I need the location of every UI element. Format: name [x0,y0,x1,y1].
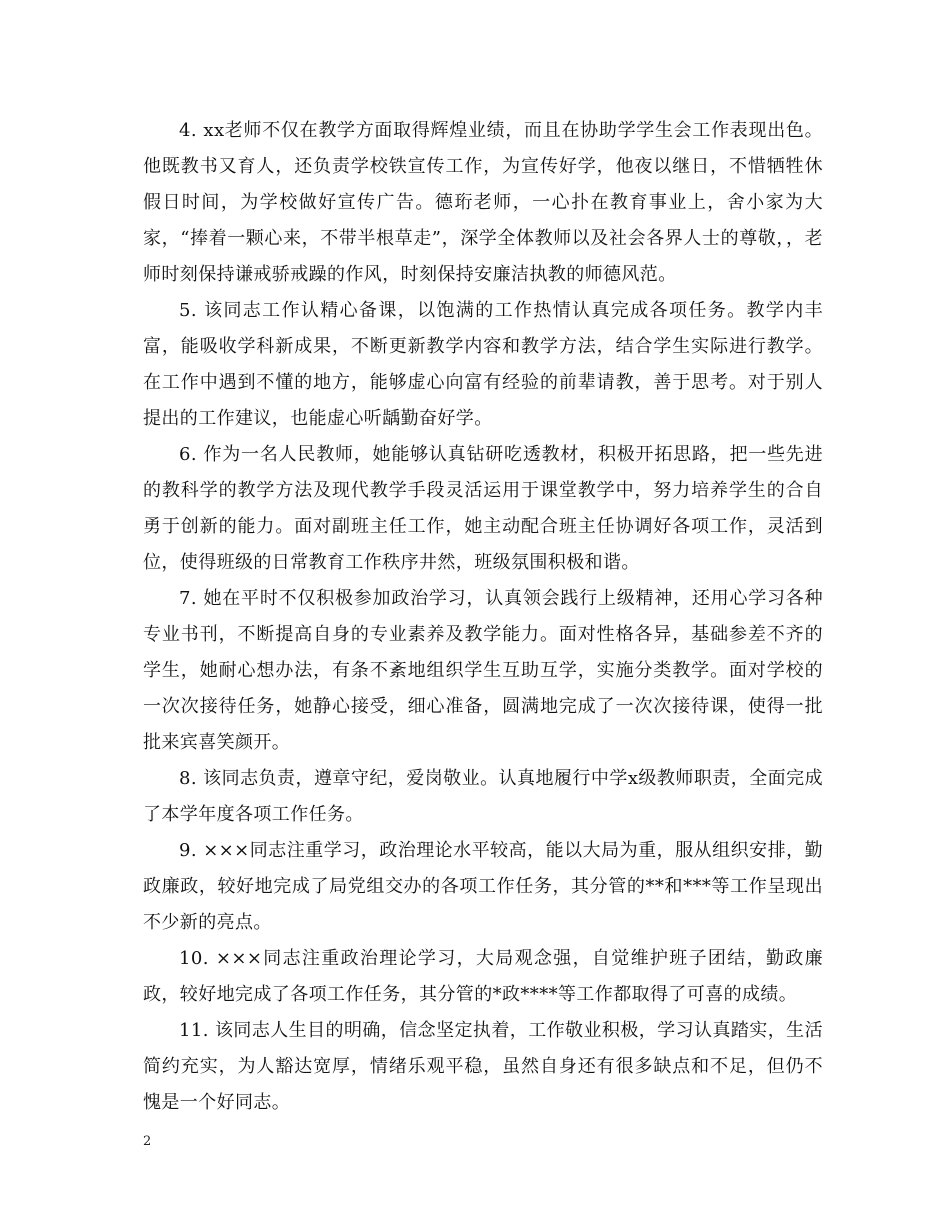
paragraph-10: 10. ×××同志注重政治理论学习，大局观念强，自觉维护班子团结，勤政廉政，较好地完成了各项工作任务，其分管的*政****等工作都取得了可喜的成绩。 [143,948,823,1005]
paragraph-9: 9. ×××同志注重学习，政治理论水平较高，能以大局为重，服从组织安排，勤政廉政，较好地完成了局党组交办的各项工作任务，其分管的**和***等工作呈现出不少新的亮点。 [143,840,823,933]
paragraph-6: 6. 作为一名人民教师，她能够认真钻研吃透教材，积极开拓思路，把一些先进的教科学的教学方法及现代教学手段灵活运用于课堂教学中，努力培养学生的合自勇于创新的能力。面对副班主任工作，她主动配合班主任协调好各项工作，灵活到位，使得班级的日常教育工作秩序井然，班级氛围积极和谐。 [143,444,823,573]
paragraph-11: 11. 该同志人生目的明确，信念坚定执着，工作敬业积极，学习认真踏实，生活简约充实，为人豁达宽厚，情绪乐观平稳，虽然自身还有很多缺点和不足，但仍不愧是一个好同志。 [143,1020,823,1113]
paragraph-7: 7. 她在平时不仅积极参加政治学习，认真领会践行上级精神，还用心学习各种专业书刊，不断提高自身的专业素养及教学能力。面对性格各异，基础参差不齐的学生，她耐心想办法，有条不紊地组织学生互助互学，实施分类教学。面对学校的一次次接待任务，她静心接受，细心准备，圆满地完成了一次次接待课，使得一批批来宾喜笑颜开。 [143,588,823,753]
paragraph-4: 4. xx老师不仅在教学方面取得辉煌业绩，而且在协助学学生会工作表现出色。他既教书又育人，还负责学校铁宣传工作，为宣传好学，他夜以继日，不惜牺牲休假日时间，为学校做好宣传广告。德珩老师，一心扑在教育事业上，舍小家为大家，“捧着一颗心来，不带半根草走”，深学全体教师以及社会各界人士的尊敬，，老师时刻保持谦戒骄戒躁的作风，时刻保持安廉洁执教的师德风范。 [143,120,823,285]
paragraph-8: 8. 该同志负责，遵章守纪，爱岗敬业。认真地履行中学x级教师职责，全面完成了本学年度各项工作任务。 [143,768,823,825]
document-body [143,113,823,1121]
paragraph-5: 5. 该同志工作认精心备课，以饱满的工作热情认真完成各项任务。教学内丰富，能吸收学科新成果，不断更新教学内容和教学方法，结合学生实际进行教学。在工作中遇到不懂的地方，能够虚心向富有经验的前辈请教，善于思考。对于别人提出的工作建议，也能虚心听龋勤奋好学。 [143,300,823,429]
page-number: 2 [143,1134,152,1149]
